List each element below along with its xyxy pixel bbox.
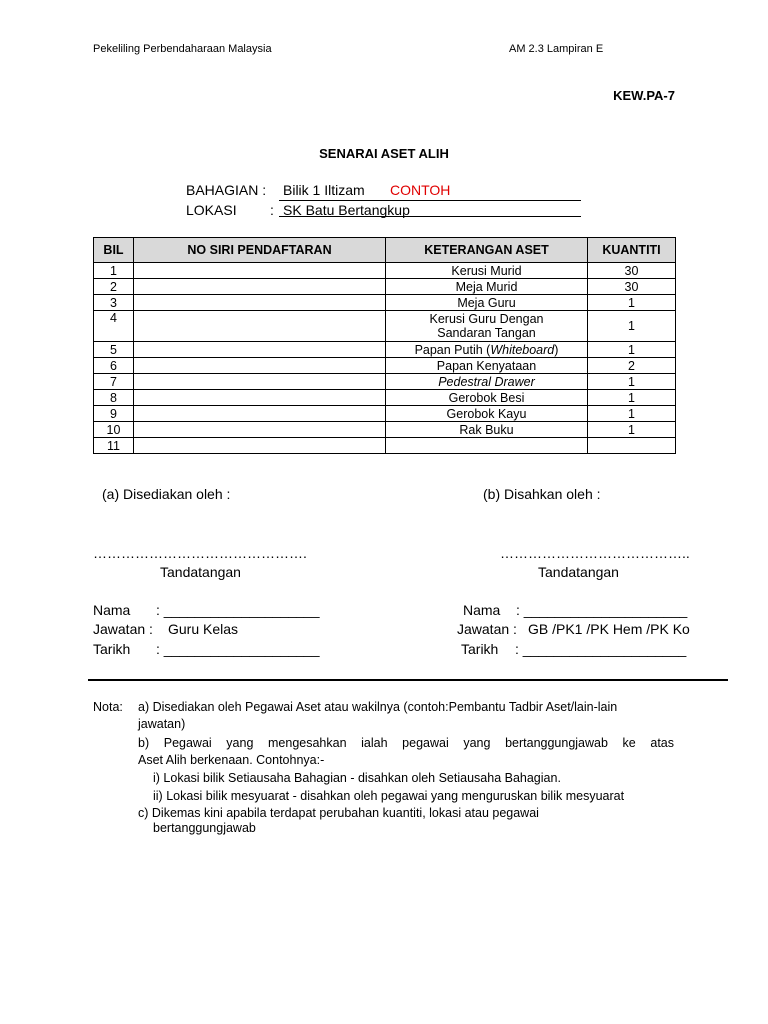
section-divider [88,679,728,681]
nota-b-line2: Aset Alih berkenaan. Contohnya:- [138,753,325,767]
prepared-by-signature-line: ………………………………………. [93,545,307,561]
row-bil: 10 [94,422,134,438]
row-keterangan-line1: Kerusi Guru Dengan [429,312,544,326]
table-header-row [94,238,676,263]
row-no-siri [134,390,386,406]
bahagian-value: Bilik 1 Iltizam [283,182,365,198]
approved-by-tarikh-label: Tarikh [461,641,499,657]
row-keterangan: Kerusi Murid [386,263,588,279]
table-row [94,295,676,311]
row-kuantiti: 1 [588,295,676,311]
row-keterangan: Rak Buku [386,422,588,438]
prepared-by-sign-label: Tandatangan [160,564,241,580]
row-no-siri [134,311,386,342]
keterangan-suffix: ) [554,342,559,357]
row-keterangan [386,342,588,358]
approved-by-jawatan-value: GB /PK1 /PK Hem /PK Ko [528,621,690,637]
approved-by-jawatan-label: Jawatan : [457,621,517,637]
row-bil: 9 [94,406,134,422]
nota-c-line1: c) Dikemas kini apabila terdapat perubahan kuantiti, lokasi atau pegawai [138,806,539,820]
table-row [94,342,676,358]
col-header-bil: BIL [94,238,134,263]
table-row [94,422,676,438]
prepared-by-heading: (a) Disediakan oleh : [102,486,231,502]
row-bil: 6 [94,358,134,374]
keterangan-italic: Whiteboard [490,342,555,357]
table-row [94,263,676,279]
row-keterangan-line2: Sandaran Tangan [437,326,536,340]
row-keterangan: Gerobok Kayu [386,406,588,422]
keterangan-prefix: Papan Putih ( [414,342,491,357]
table-row [94,438,676,454]
contoh-stamp: CONTOH [390,182,451,198]
row-kuantiti: 1 [588,406,676,422]
col-header-kuantiti: KUANTITI [588,238,676,263]
nota-b-line1: b) Pegawai yang mengesahkan ialah pegawai yang bertanggungjawab ke atas [138,736,674,750]
row-keterangan: Meja Murid [386,279,588,295]
row-bil: 11 [94,438,134,454]
table-row [94,390,676,406]
approved-by-heading: (b) Disahkan oleh : [483,486,601,502]
lokasi-label: LOKASI [186,202,237,218]
row-no-siri [134,342,386,358]
col-header-no-siri: NO SIRI PENDAFTARAN [134,238,386,263]
prepared-by-tarikh-label: Tarikh [93,641,131,657]
row-no-siri [134,295,386,311]
approved-by-tarikh-value: : _____________________ [515,641,687,657]
bahagian-underline [279,200,581,201]
row-kuantiti: 1 [588,422,676,438]
row-bil: 5 [94,342,134,358]
row-no-siri [134,279,386,295]
prepared-by-jawatan-value: Guru Kelas [168,621,239,637]
table-row [94,406,676,422]
row-no-siri [134,263,386,279]
prepared-by-jawatan-label: Jawatan : [93,621,153,637]
row-keterangan: Meja Guru [386,295,588,311]
header-left: Pekeliling Perbendaharaan Malaysia [93,43,272,55]
approved-by-signature-line: ………………………………….. [500,545,690,561]
row-kuantiti: 1 [588,374,676,390]
prepared-by-tarikh-value: : ____________________ [156,641,320,657]
row-kuantiti [588,438,676,454]
approved-by-sign-label: Tandatangan [538,564,619,580]
nota-a-line1: a) Disediakan oleh Pegawai Aset atau wakilnya (contoh:Pembantu Tadbir Aset/lain-lain [138,700,618,714]
row-kuantiti: 1 [588,390,676,406]
row-no-siri [134,358,386,374]
table-row [94,358,676,374]
nota-label: Nota: [93,700,123,714]
asset-table [93,237,676,454]
table-row [94,374,676,390]
prepared-by-nama-label: Nama [93,602,131,618]
row-kuantiti: 1 [588,342,676,358]
row-bil: 8 [94,390,134,406]
row-keterangan: Pedestral Drawer [386,374,588,390]
lokasi-underline [279,216,581,217]
row-bil: 2 [94,279,134,295]
row-kuantiti: 1 [588,311,676,342]
header-right: AM 2.3 Lampiran E [509,43,604,55]
row-kuantiti: 2 [588,358,676,374]
lokasi-value: SK Batu Bertangkup [283,202,410,218]
table-row [94,311,676,342]
page-title: SENARAI ASET ALIH [319,146,449,161]
nota-b-ii: ii) Lokasi bilik mesyuarat - disahkan oleh pegawai yang menguruskan bilik mesyuarat [153,789,625,803]
row-no-siri [134,374,386,390]
row-kuantiti: 30 [588,279,676,295]
document-code: KEW.PA-7 [613,88,675,103]
nota-b-i: i) Lokasi bilik Setiausaha Bahagian - disahkan oleh Setiausaha Bahagian. [153,771,561,785]
row-keterangan [386,311,588,342]
prepared-by-nama-value: : ____________________ [156,602,320,618]
lokasi-colon: : [270,202,274,218]
row-bil: 4 [94,311,134,342]
approved-by-nama-label: Nama [463,602,501,618]
bahagian-label: BAHAGIAN : [186,182,267,198]
nota-c-line2: bertanggungjawab [153,821,256,835]
row-bil: 1 [94,263,134,279]
col-header-keterangan: KETERANGAN ASET [386,238,588,263]
row-no-siri [134,438,386,454]
row-no-siri [134,422,386,438]
row-no-siri [134,406,386,422]
row-kuantiti: 30 [588,263,676,279]
row-bil: 7 [94,374,134,390]
row-keterangan: Papan Kenyataan [386,358,588,374]
row-keterangan: Gerobok Besi [386,390,588,406]
table-row [94,279,676,295]
nota-a-line2: jawatan) [138,717,186,731]
approved-by-nama-value: : _____________________ [516,602,688,618]
row-keterangan [386,438,588,454]
row-bil: 3 [94,295,134,311]
